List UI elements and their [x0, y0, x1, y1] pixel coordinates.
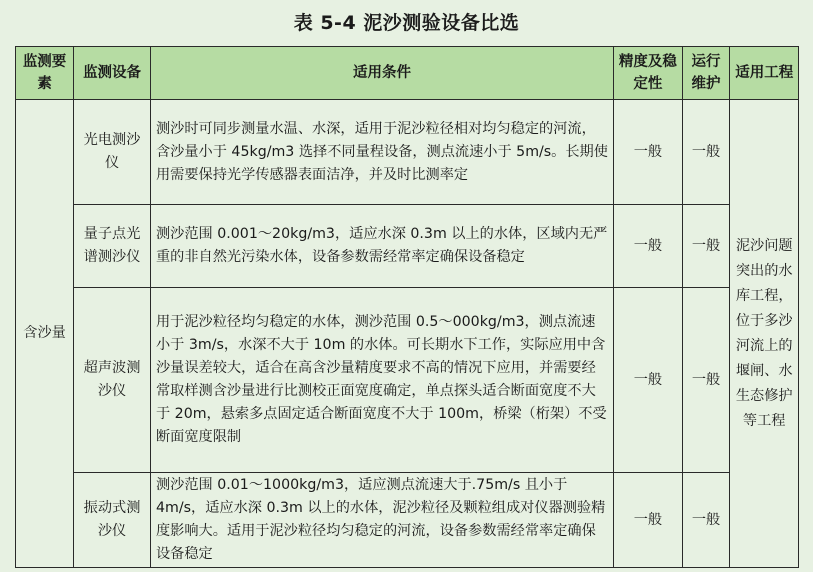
table-row: [16, 473, 799, 568]
conditions-cell: 用于泥沙粒径均匀稳定的水体，测沙范围 0.5～000kg/m3，测点流速小于 3m/s，水深不大于 10m 的水体。可长期水下工作，实际应用中含沙量误差较大，适合在高含沙量精度要求不高的情况下应用，并需要经常取样测含沙量进行比测校正面宽度确定，单点探头适合断面宽度不大于 20m，悬索多点固定适合断面宽度不大于 100m，桥梁（桁架）不受断面宽度限制: [150, 288, 613, 473]
precision-cell: 一般: [614, 288, 683, 473]
table-row: [16, 288, 799, 473]
table-row: [16, 205, 799, 288]
header-maintenance: 运行维护: [682, 47, 730, 100]
precision-cell: 一般: [614, 473, 683, 568]
maintenance-cell: 一般: [682, 205, 730, 288]
device-cell: 振动式测沙仪: [74, 473, 151, 568]
conditions-cell: 测沙范围 0.01～1000kg/m3，适应测点流速大于.75m/s 且小于 4m/s，适应水深 0.3m 以上的水体，泥沙粒径及颗粒组成对仪器测验精度影响大。适用于泥沙粒径均匀稳定的河流，设备参数需经常率定确保设备稳定: [150, 473, 613, 568]
device-cell: 超声波测沙仪: [74, 288, 151, 473]
engineering-cell: 泥沙问题突出的水库工程，位于多沙河流上的堰闸、水生态修护等工程: [730, 100, 799, 568]
maintenance-cell: 一般: [682, 288, 730, 473]
precision-cell: 一般: [614, 205, 683, 288]
device-cell: 量子点光谱测沙仪: [74, 205, 151, 288]
device-cell: 光电测沙仪: [74, 100, 151, 205]
header-precision: 精度及稳定性: [614, 47, 683, 100]
header-conditions: 适用条件: [150, 47, 613, 100]
header-row: [16, 47, 799, 100]
element-cell: 含沙量: [16, 100, 74, 568]
table-row: [16, 100, 799, 205]
comparison-table: [15, 46, 799, 568]
header-engineering: 适用工程: [730, 47, 799, 100]
precision-cell: 一般: [614, 100, 683, 205]
header-device: 监测设备: [74, 47, 151, 100]
maintenance-cell: 一般: [682, 473, 730, 568]
conditions-cell: 测沙时可同步测量水温、水深，适用于泥沙粒径相对均匀稳定的河流，含沙量小于 45kg/m3 选择不同量程设备，测点流速小于 5m/s。长期使用需要保持光学传感器表面洁净，并及时比测率定: [150, 100, 613, 205]
table-title: 表 5-4 泥沙测验设备比选: [293, 12, 520, 34]
maintenance-cell: 一般: [682, 100, 730, 205]
header-element: 监测要素: [16, 47, 74, 100]
conditions-cell: 测沙范围 0.001～20kg/m3，适应水深 0.3m 以上的水体，区域内无严重的非自然光污染水体，设备参数需经常率定确保设备稳定: [150, 205, 613, 288]
